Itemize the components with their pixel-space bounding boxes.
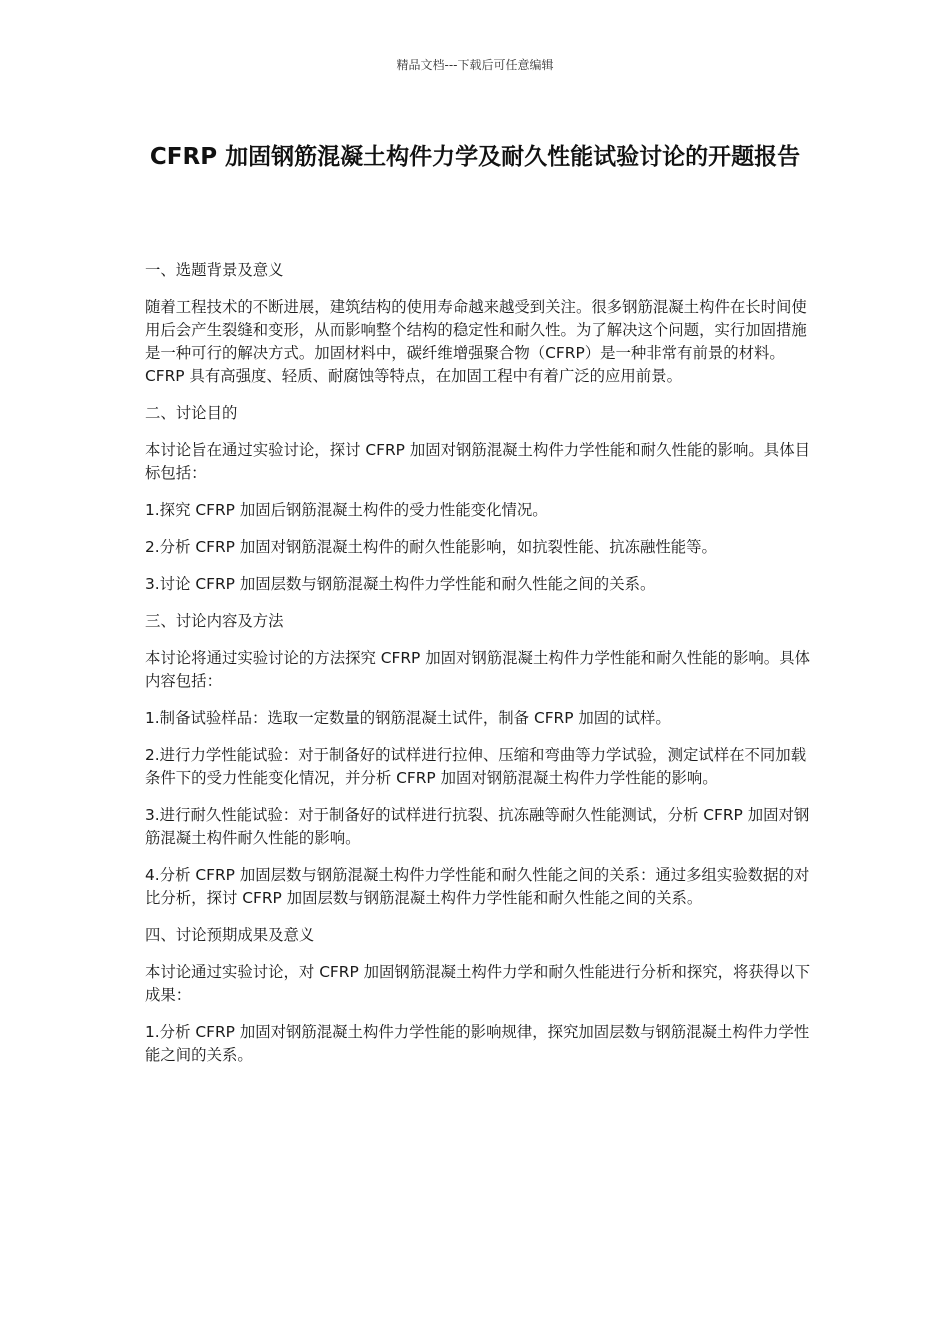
list-item-content-1: 1.制备试验样品：选取一定数量的钢筋混凝土试件，制备 CFRP 加固的试样。 [145, 709, 671, 727]
paragraph-results-intro: 本讨论通过实验讨论，对 CFRP 加固钢筋混凝土构件力学和耐久性能进行分析和探究，将获得以下成果： [145, 963, 810, 1004]
section-heading-purpose: 二、讨论目的 [145, 404, 238, 422]
list-item-content-3: 3.进行耐久性能试验：对于制备好的试样进行抗裂、抗冻融等耐久性能测试，分析 CFRP 加固对钢筋混凝土构件耐久性能的影响。 [145, 806, 810, 847]
paragraph-purpose-intro: 本讨论旨在通过实验讨论，探讨 CFRP 加固对钢筋混凝土构件力学性能和耐久性能的影响。具体目标包括： [145, 441, 810, 482]
paragraph-content-intro: 本讨论将通过实验讨论的方法探究 CFRP 加固对钢筋混凝土构件力学性能和耐久性能的影响。具体内容包括： [145, 649, 810, 690]
section-heading-background: 一、选题背景及意义 [145, 261, 284, 279]
list-item-purpose-1: 1.探究 CFRP 加固后钢筋混凝土构件的受力性能变化情况。 [145, 501, 548, 519]
list-item-purpose-2: 2.分析 CFRP 加固对钢筋混凝土构件的耐久性能影响，如抗裂性能、抗冻融性能等。 [145, 538, 717, 556]
section-heading-content-methods: 三、讨论内容及方法 [145, 612, 284, 630]
list-item-content-4: 4.分析 CFRP 加固层数与钢筋混凝土构件力学性能和耐久性能之间的关系：通过多组实验数据的对比分析，探讨 CFRP 加固层数与钢筋混凝土构件力学性能和耐久性能之间的关系。 [145, 866, 810, 907]
section-heading-expected-results: 四、讨论预期成果及意义 [145, 926, 315, 944]
list-item-content-2: 2.进行力学性能试验：对于制备好的试样进行拉伸、压缩和弯曲等力学试验，测定试样在不同加载条件下的受力性能变化情况，并分析 CFRP 加固对钢筋混凝土构件力学性能的影响。 [145, 746, 807, 787]
document-title: CFRP 加固钢筋混凝土构件力学及耐久性能试验讨论的开题报告 [149, 144, 801, 170]
paragraph-background: 随着工程技术的不断进展，建筑结构的使用寿命越来越受到关注。很多钢筋混凝土构件在长时间使用后会产生裂缝和变形，从而影响整个结构的稳定性和耐久性。为了解决这个问题，实行加固措施是一种可行的解决方式。加固材料中，碳纤维增强聚合物（CFRP）是一种非常有前景的材料。CFRP 具有高强度、轻质、耐腐蚀等特点，在加固工程中有着广泛的应用前景。 [145, 298, 807, 385]
header-note: 精品文档---下载后可任意编辑 [396, 58, 554, 72]
list-item-purpose-3: 3.讨论 CFRP 加固层数与钢筋混凝土构件力学性能和耐久性能之间的关系。 [145, 575, 656, 593]
list-item-results-1: 1.分析 CFRP 加固对钢筋混凝土构件力学性能的影响规律，探究加固层数与钢筋混凝土构件力学性能之间的关系。 [145, 1023, 810, 1064]
document-body [145, 259, 810, 1081]
